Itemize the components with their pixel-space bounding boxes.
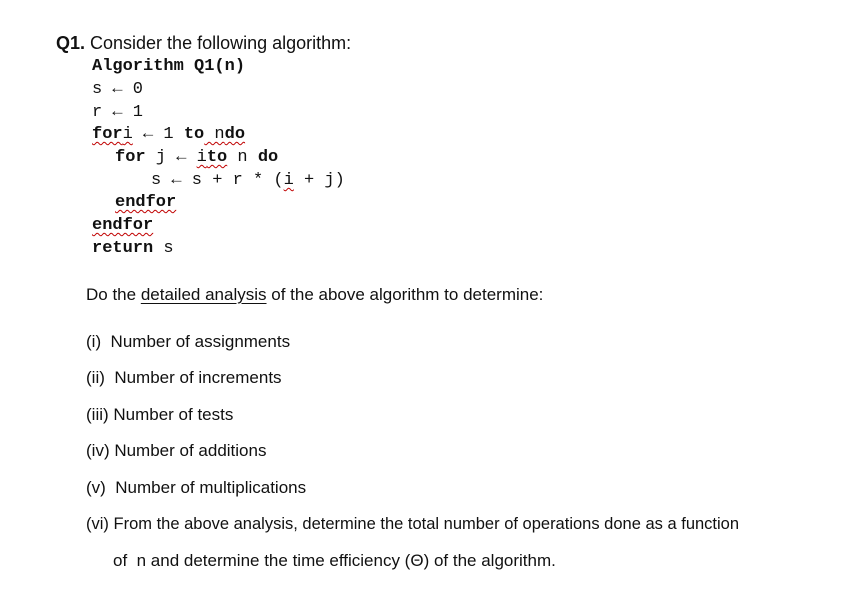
code-body-end: + j): [293, 171, 345, 190]
code-inner-loop-bound: n: [227, 148, 258, 167]
code-keyword-to-inner: to: [206, 148, 228, 167]
code-algorithm-name: Q1(n): [183, 57, 246, 76]
question-heading: [56, 33, 351, 54]
instruction-post: of the above algorithm to determine:: [266, 285, 544, 304]
code-keyword-do-inner: do: [257, 148, 279, 167]
code-line-header: [92, 55, 245, 78]
code-keyword-return: return: [92, 239, 154, 258]
instruction-pre: Do the: [86, 285, 141, 304]
code-body-i: i: [283, 171, 294, 190]
code-line-body: [151, 169, 345, 192]
question-text: Consider the following algorithm:: [85, 33, 352, 53]
code-return-value: s: [153, 239, 174, 258]
code-keyword-to-outer: to: [183, 125, 205, 144]
list-item: (iii) Number of tests: [86, 405, 234, 424]
code-outer-loop-var: i: [122, 125, 133, 144]
code-line-s-init: s ← 0: [92, 80, 144, 99]
code-line-inner-endfor: endfor: [115, 193, 177, 212]
code-line-inner-for: [115, 146, 278, 169]
list-item: (vi) From the above analysis, determine the total number of operations done as a function: [86, 515, 740, 533]
code-outer-loop-bound: n: [204, 125, 225, 144]
list-item: (v) Number of multiplications: [86, 478, 307, 497]
code-inner-loop-var: i: [196, 148, 207, 167]
code-line-outer-for: [92, 123, 245, 146]
code-outer-loop-range: ← 1: [132, 125, 184, 144]
code-body-start: s ← s + r * (: [151, 171, 284, 190]
question-number: Q1.: [56, 33, 86, 53]
code-keyword-algorithm: Algorithm: [92, 57, 184, 76]
code-line-r-init: r ← 1: [92, 103, 144, 122]
list-item: (i) Number of assignments: [86, 332, 291, 351]
list-item: (iv) Number of additions: [86, 441, 267, 460]
code-line-return: [92, 237, 174, 260]
code-keyword-do-outer: do: [224, 125, 246, 144]
code-keyword-for-outer: for: [92, 125, 123, 144]
code-keyword-for-inner: for: [115, 148, 146, 167]
code-inner-loop-start: j ←: [145, 148, 197, 167]
list-item-continuation: of n and determine the time efficiency (Θ) of the algorithm.: [113, 551, 556, 570]
instruction-underlined: detailed analysis: [140, 285, 267, 304]
code-line-outer-endfor: endfor: [92, 216, 154, 235]
list-item: (ii) Number of increments: [86, 368, 282, 387]
instruction-text: [86, 285, 543, 305]
